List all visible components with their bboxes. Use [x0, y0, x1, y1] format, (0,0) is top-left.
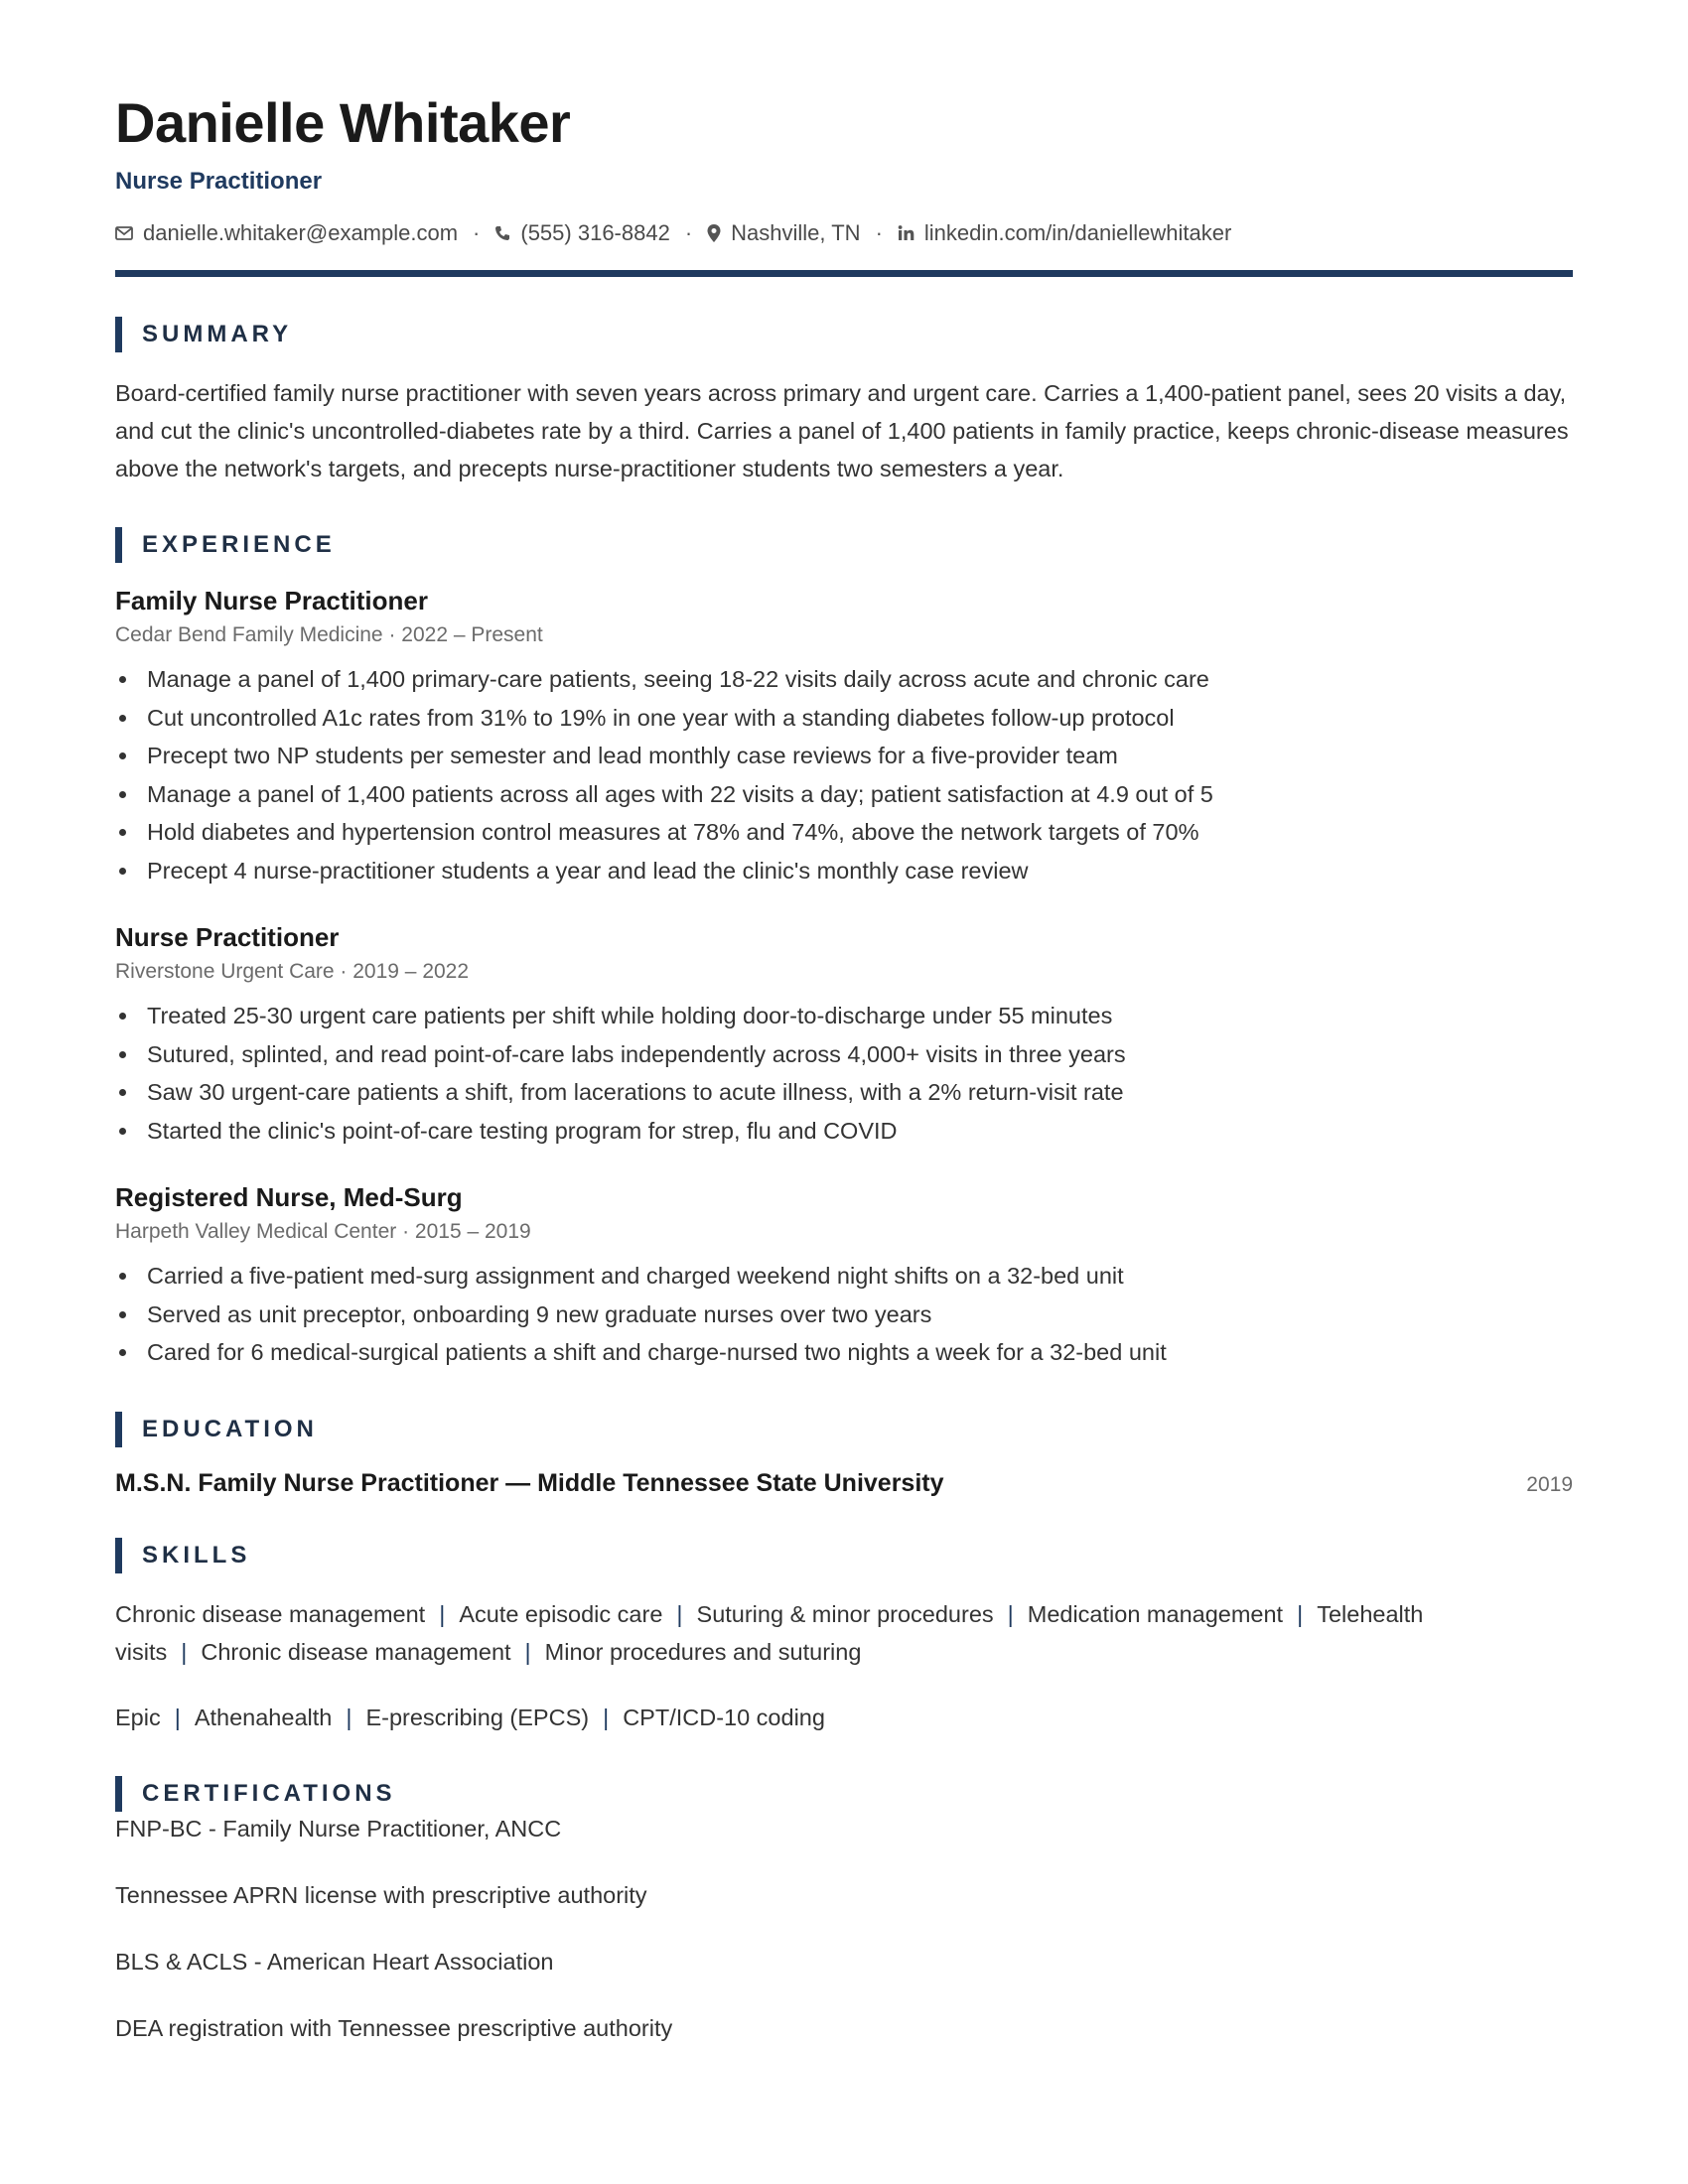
- contact-linkedin[interactable]: [898, 218, 1231, 248]
- contact-email-text: danielle.whitaker@example.com: [143, 220, 459, 245]
- job-title: Family Nurse Practitioner: [115, 586, 428, 615]
- education-year: 2019: [1526, 1472, 1573, 1496]
- certification-item: BLS & ACLS - American Heart Association: [115, 1948, 554, 1975]
- job-bullet: Cared for 6 medical-surgical patients a shift and charge-nursed two nights a week for a 32-bed unit: [115, 1333, 1573, 1372]
- linkedin-icon: [898, 225, 914, 241]
- contact-separator: ·: [473, 220, 481, 245]
- contact-linkedin-text: linkedin.com/in/daniellewhitaker: [923, 220, 1232, 245]
- skill-separator: |: [346, 1704, 352, 1730]
- job-bullet: Sutured, splinted, and read point-of-care labs independently across 4,000+ visits in three years: [115, 1035, 1573, 1074]
- skill-separator: |: [524, 1638, 531, 1665]
- section-accent-bar: [115, 317, 122, 352]
- certification-item: DEA registration with Tennessee prescriptive authority: [115, 2014, 673, 2041]
- job-bullet: Hold diabetes and hypertension control measures at 78% and 74%, above the network targets of 70%: [115, 813, 1573, 852]
- job-bullet: Precept two NP students per semester and lead monthly case reviews for a five-provider team: [115, 737, 1573, 775]
- skill-separator: |: [181, 1638, 188, 1665]
- job-meta: Harpeth Valley Medical Center · 2015 – 2019: [115, 1220, 531, 1243]
- skill-item: Suturing & minor procedures: [696, 1600, 994, 1627]
- job-bullet: Cut uncontrolled A1c rates from 31% to 19% in one year with a standing diabetes follow-up protocol: [115, 699, 1573, 738]
- section-accent-bar: [115, 1776, 122, 1812]
- job-bullet: Manage a panel of 1,400 patients across all ages with 22 visits a day; patient satisfaction at 4.9 out of 5: [115, 775, 1573, 814]
- education-section: [115, 1412, 1573, 1498]
- location-pin-icon: [707, 224, 721, 242]
- certification-item: Tennessee APRN license with prescriptive authority: [115, 1881, 647, 1908]
- skill-item: Chronic disease management: [115, 1600, 426, 1627]
- contact-bar: [115, 218, 1573, 248]
- job-meta: Riverstone Urgent Care · 2019 – 2022: [115, 960, 470, 983]
- experience-heading: EXPERIENCE: [142, 531, 336, 558]
- skill-separator: |: [439, 1600, 446, 1627]
- job-entry: [115, 1179, 1573, 1372]
- header-divider: [115, 270, 1573, 277]
- contact-location-text: Nashville, TN: [731, 220, 861, 245]
- education-degree: M.S.N. Family Nurse Practitioner — Middle Tennessee State University: [115, 1468, 944, 1497]
- section-heading: [115, 1538, 1573, 1573]
- education-entry: [115, 1469, 1573, 1498]
- phone-icon: [494, 225, 510, 241]
- certifications-heading: CERTIFICATIONS: [142, 1779, 396, 1807]
- skill-separator: |: [603, 1704, 610, 1730]
- section-heading: [115, 1412, 1573, 1447]
- experience-section: [115, 527, 1573, 1372]
- contact-separator: ·: [875, 220, 883, 245]
- job-title: Nurse Practitioner: [115, 922, 340, 952]
- section-heading: [115, 527, 1573, 563]
- skill-separator: |: [1007, 1600, 1014, 1627]
- contact-phone-text: (555) 316-8842: [520, 220, 670, 245]
- skill-item: Athenahealth: [194, 1704, 333, 1730]
- clinical-skills-list: [115, 1595, 1573, 1671]
- summary-heading: SUMMARY: [142, 321, 293, 347]
- candidate-name: Danielle Whitaker: [115, 91, 571, 154]
- job-meta: Cedar Bend Family Medicine · 2022 – Present: [115, 623, 543, 646]
- skill-item: Epic: [115, 1704, 161, 1730]
- section-accent-bar: [115, 527, 122, 563]
- job-bullet: Saw 30 urgent-care patients a shift, from lacerations to acute illness, with a 2% return-visit rate: [115, 1073, 1573, 1112]
- job-bullets: [115, 1257, 1573, 1372]
- skill-item: Telehealth visits: [115, 1600, 1424, 1665]
- summary-section: [115, 317, 1573, 487]
- job-bullet: Carried a five-patient med-surg assignment and charged weekend night shifts on a 32-bed unit: [115, 1257, 1573, 1296]
- section-heading: [115, 317, 1573, 352]
- certification-item: FNP-BC - Family Nurse Practitioner, ANCC: [115, 1815, 562, 1842]
- contact-phone[interactable]: [494, 218, 669, 248]
- education-heading: EDUCATION: [142, 1415, 318, 1442]
- skill-separator: |: [676, 1600, 683, 1627]
- skill-item: E-prescribing (EPCS): [365, 1704, 590, 1730]
- skill-separator: |: [1297, 1600, 1304, 1627]
- contact-email[interactable]: [115, 218, 458, 248]
- skill-item: CPT/ICD-10 coding: [623, 1704, 825, 1730]
- skills-heading: SKILLS: [142, 1541, 251, 1569]
- job-entry: [115, 919, 1573, 1150]
- candidate-title: Nurse Practitioner: [115, 168, 323, 195]
- job-bullet: Manage a panel of 1,400 primary-care patients, seeing 18-22 visits daily across acute and chronic care: [115, 660, 1573, 699]
- job-title: Registered Nurse, Med-Surg: [115, 1182, 463, 1212]
- job-bullet: Precept 4 nurse-practitioner students a year and lead the clinic's monthly case review: [115, 852, 1573, 890]
- skill-item: Acute episodic care: [459, 1600, 663, 1627]
- job-bullets: [115, 660, 1573, 889]
- section-accent-bar: [115, 1538, 122, 1573]
- mail-icon: [115, 226, 133, 240]
- section-accent-bar: [115, 1412, 122, 1447]
- job-bullets: [115, 997, 1573, 1150]
- skill-item: Medication management: [1027, 1600, 1284, 1627]
- systems-skills-list: [115, 1699, 1573, 1736]
- skill-item: Minor procedures and suturing: [544, 1638, 862, 1665]
- skill-separator: |: [174, 1704, 181, 1730]
- job-entry: [115, 583, 1573, 889]
- contact-location: [707, 218, 860, 248]
- contact-separator: ·: [684, 220, 693, 245]
- summary-text: Board-certified family nurse practitioner with seven years across primary and urgent care. Carries a 1,400-patient panel, sees 20 visits a day, and cut the clinic's uncontrolled-diabetes rate by a third. Carries a panel of 1,400 patients in family practice, keeps chronic-disease measures above the network's targets, and precepts nurse-practitioner students two semesters a year.: [115, 380, 1569, 481]
- skill-item: Chronic disease management: [201, 1638, 511, 1665]
- job-bullet: Started the clinic's point-of-care testing program for strep, flu and COVID: [115, 1112, 1573, 1151]
- skills-section: [115, 1538, 1573, 1736]
- section-heading: [115, 1776, 1573, 1812]
- certifications-section: [115, 1776, 1573, 2045]
- job-bullet: Served as unit preceptor, onboarding 9 new graduate nurses over two years: [115, 1296, 1573, 1334]
- job-bullet: Treated 25-30 urgent care patients per shift while holding door-to-discharge under 55 minutes: [115, 997, 1573, 1035]
